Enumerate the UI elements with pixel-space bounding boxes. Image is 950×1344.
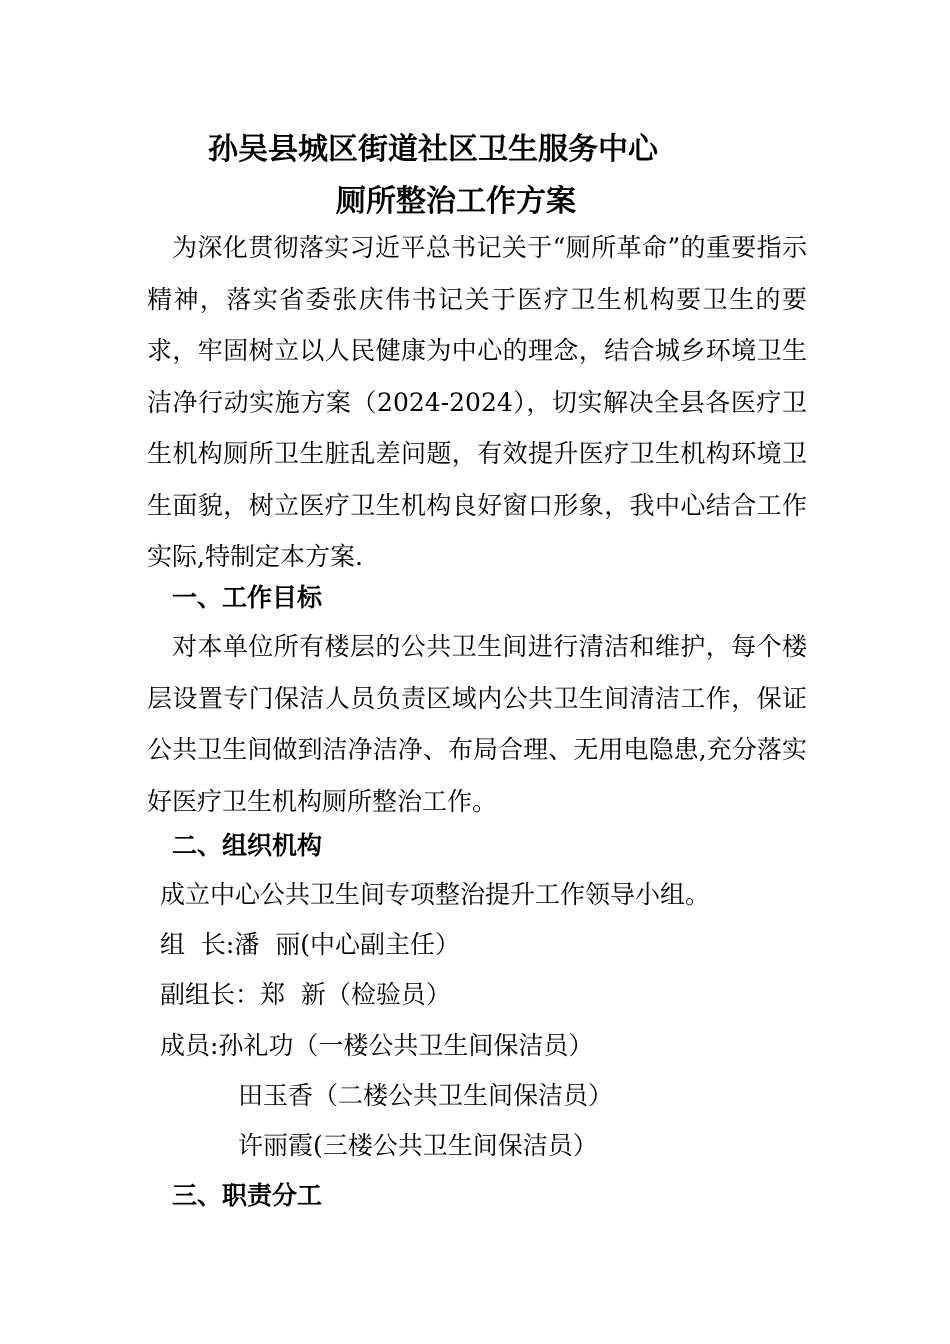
deputy-leader: 副组长：郑 新（检验员） bbox=[160, 980, 451, 1009]
team-member: 许丽霞(三楼公共卫生间保洁员） bbox=[238, 1131, 598, 1160]
document-title-line2: 厕所整治工作方案 bbox=[336, 184, 576, 219]
work-goals-paragraph: 对本单位所有楼层的公共卫生间进行清洁和维护，每个楼层设置专门保洁人员负责区域内公共卫生间清洁工作，保证公共卫生间做到洁净洁净、布局合理、无用电隐患,充分落实好医疗卫生机构厕所整治工作。 bbox=[147, 632, 807, 816]
intro-paragraph: 为深化贯彻落实习近平总书记关于“厕所革命”的重要指示精神，落实省委张庆伟书记关于医疗卫生机构要卫生的要求，牢固树立以人民健康为中心的理念，结合城乡环境卫生洁净行动实施方案（2024-2024），切实解决全县各医疗卫生机构厕所卫生脏乱差问题，有效提升医疗卫生机构环境卫生面貌，树立医疗卫生机构良好窗口形象，我中心结合工作实际,特制定本方案. bbox=[147, 233, 807, 571]
team-member: 成员:孙礼功（一楼公共卫生间保洁员） bbox=[160, 1031, 594, 1060]
document-title-line1: 孙吴县城区街道社区卫生服务中心 bbox=[208, 132, 658, 167]
section-heading-work-goals: 一、工作目标 bbox=[172, 583, 323, 612]
team-leader: 组 长:潘 丽(中心副主任） bbox=[160, 930, 460, 959]
team-member: 田玉香（二楼公共卫生间保洁员） bbox=[238, 1081, 614, 1110]
section-heading-organization: 二、组织机构 bbox=[172, 831, 323, 860]
organization-intro: 成立中心公共卫生间专项整治提升工作领导小组。 bbox=[160, 880, 711, 909]
section-heading-responsibilities: 三、职责分工 bbox=[172, 1181, 323, 1210]
